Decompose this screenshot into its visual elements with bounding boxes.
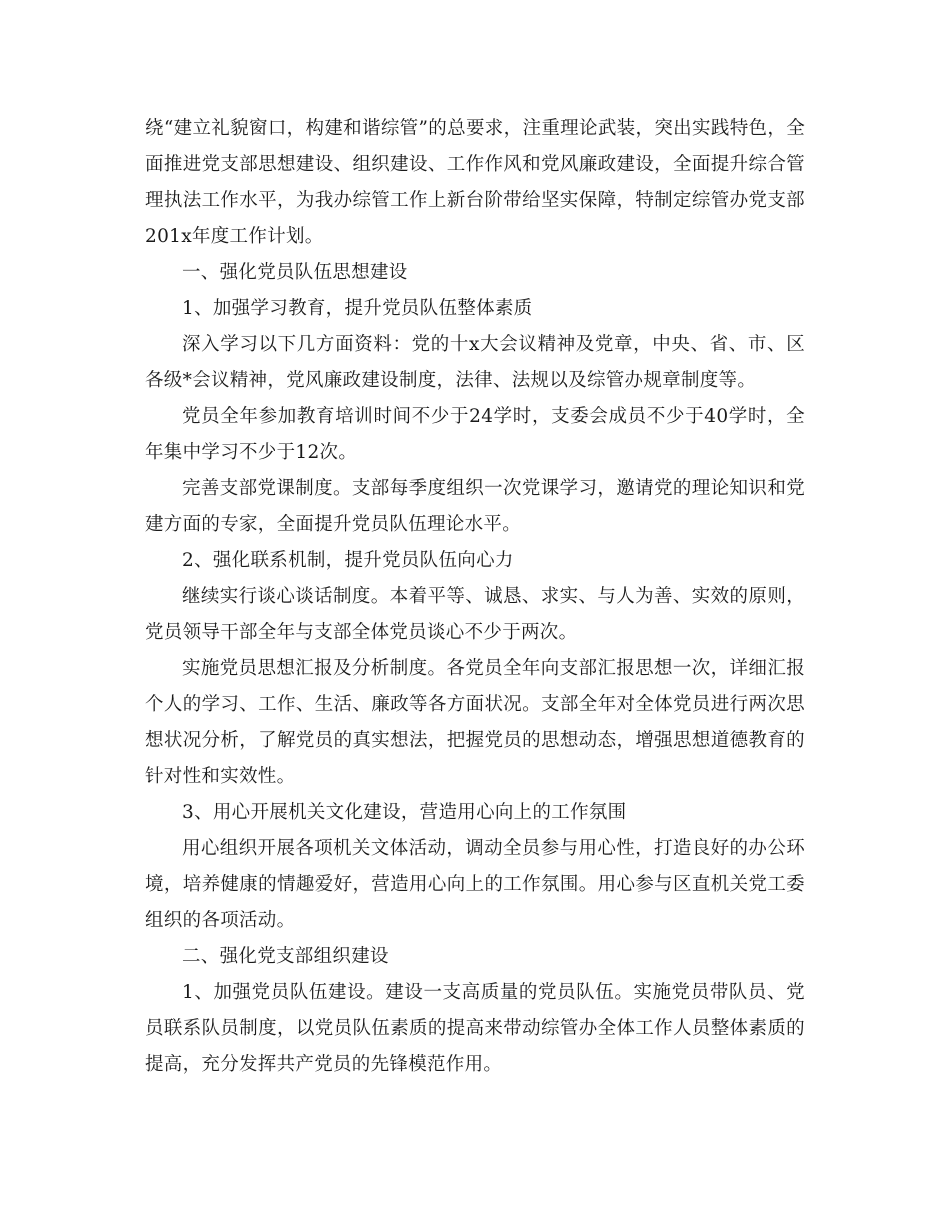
paragraph-study-materials: 深入学习以下几方面资料：党的十x大会议精神及党章，中央、省、市、区各级*会议精神，党风廉政建设制度，法律、法规以及综管办规章制度等。 — [145, 334, 805, 391]
paragraph-training-hours: 党员全年参加教育培训时间不少于24学时，支委会成员不少于40学时，全年集中学习不少于12次。 — [145, 406, 805, 463]
subheading-1-3: 3、用心开展机关文化建设，营造用心向上的工作氛围 — [182, 802, 627, 823]
subheading-1-2: 2、强化联系机制，提升党员队伍向心力 — [182, 550, 514, 571]
section-heading-1: 一、强化党员队伍思想建设 — [182, 262, 408, 283]
paragraph-heart-talk: 继续实行谈心谈话制度。本着平等、诚恳、求实、与人为善、实效的原则，党员领导干部全年与支部全体党员谈心不少于两次。 — [145, 586, 805, 643]
paragraph-intro: 绕“建立礼貌窗口，构建和谐综管”的总要求，注重理论武装，突出实践特色，全面推进党支部思想建设、组织建设、工作作风和党风廉政建设，全面提升综合管理执法工作水平，为我办综管工作上新台阶带给坚实保障，特制定综管办党支部201x年度工作计划。 — [145, 118, 805, 247]
paragraph-thought-report: 实施党员思想汇报及分析制度。各党员全年向支部汇报思想一次，详细汇报个人的学习、工作、生活、廉政等各方面状况。支部全年对全体党员进行两次思想状况分析，了解党员的真实想法，把握党员的思想动态，增强思想道德教育的针对性和实效性。 — [145, 658, 805, 787]
subheading-1-1: 1、加强学习教育，提升党员队伍整体素质 — [182, 298, 533, 319]
document-page — [145, 111, 805, 1083]
paragraph-party-class: 完善支部党课制度。支部每季度组织一次党课学习，邀请党的理论知识和党建方面的专家，全面提升党员队伍理论水平。 — [145, 478, 805, 535]
paragraph-culture-activities: 用心组织开展各项机关文体活动，调动全员参与用心性，打造良好的办公环境，培养健康的情趣爱好，营造用心向上的工作氛围。用心参与区直机关党工委组织的各项活动。 — [145, 838, 805, 931]
paragraph-team-building: 1、加强党员队伍建设。建设一支高质量的党员队伍。实施党员带队员、党员联系队员制度，以党员队伍素质的提高来带动综管办全体工作人员整体素质的提高，充分发挥共产党员的先锋模范作用。 — [145, 982, 805, 1075]
section-heading-2: 二、强化党支部组织建设 — [182, 946, 389, 967]
